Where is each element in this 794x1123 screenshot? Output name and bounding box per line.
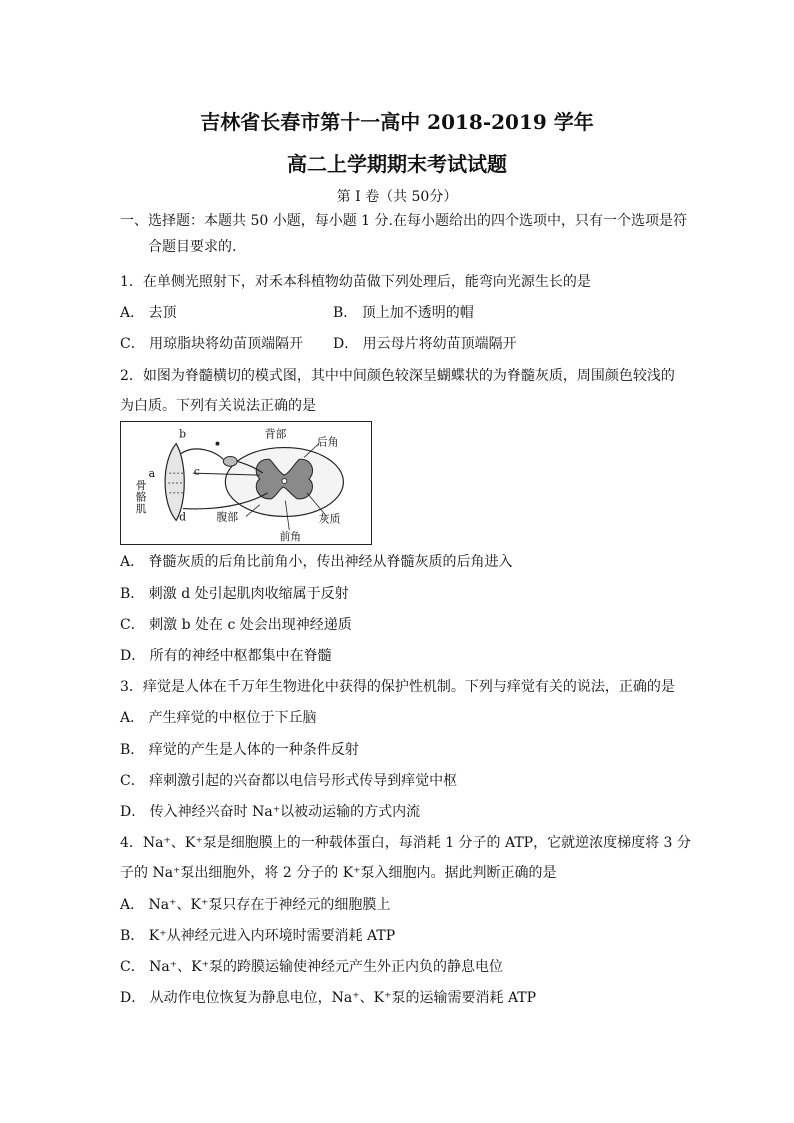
spinal-cord-svg <box>121 422 371 544</box>
spinal-cord-diagram <box>120 421 372 545</box>
q4-stem-line-1: 4．Na⁺、K⁺泵是细胞膜上的一种载体蛋白，每消耗 1 分子的 ATP，它就逆浓度梯度将 3 分 <box>120 835 691 851</box>
q2-option-d: D． 所有的神经中枢都集中在脊髓 <box>120 648 332 664</box>
receptor-dot <box>216 442 220 446</box>
central-canal <box>282 479 287 484</box>
afferent-nerve <box>181 449 223 459</box>
q3-option-c: C． 痒刺激引起的兴奋都以电信号形式传导到痒觉中枢 <box>120 773 458 789</box>
instructions-line-1: 一、选择题：本题共 50 小题，每小题 1 分.在每小题给出的四个选项中，只有一个选项是符 <box>120 213 687 229</box>
label-posterior-horn: 后角 <box>316 435 339 449</box>
q3-option-b: B． 痒觉的产生是人体的一种条件反射 <box>120 742 359 758</box>
label-a: a <box>148 467 156 481</box>
label-c: c <box>193 465 200 479</box>
label-gray: 灰质 <box>318 512 341 526</box>
q4-option-a: A． Na⁺、K⁺泵只存在于神经元的细胞膜上 <box>120 897 391 913</box>
q4-option-b: B． K⁺从神经元进入内环境时需要消耗 ATP <box>120 928 396 944</box>
q2-option-a: A． 脊髓灰质的后角比前角小，传出神经从脊髓灰质的后角进入 <box>120 554 513 570</box>
q4-option-d: D． 从动作电位恢复为静息电位，Na⁺、K⁺泵的运输需要消耗 ATP <box>120 990 537 1006</box>
label-b: b <box>179 427 187 441</box>
dorsal-root-ganglion <box>223 456 237 466</box>
label-muscle-2: 骼 <box>135 490 147 504</box>
q2-stem-line-2: 为白质。下列有关说法正确的是 <box>120 398 316 414</box>
q1-option-c: C． 用琼脂块将幼苗顶端隔开 <box>120 336 304 352</box>
q3-stem: 3．痒觉是人体在千万年生物进化中获得的保护性机制。下列与痒觉有关的说法，正确的是 <box>120 679 675 695</box>
label-muscle-1: 骨 <box>135 478 147 492</box>
title-line-1: 吉林省长春市第十一高中 2018-2019 学年 <box>200 110 594 134</box>
instructions-line-2: 合题目要求的. <box>148 239 237 255</box>
skeletal-muscle <box>165 444 187 524</box>
title-line-2: 高二上学期期末考试试题 <box>287 152 507 176</box>
label-anterior-horn: 前角 <box>279 530 302 544</box>
q4-stem-line-2: 子的 Na⁺泵出细胞外，将 2 分子的 K⁺泵入细胞内。据此判断正确的是 <box>120 865 557 881</box>
q4-option-c: C． Na⁺、K⁺泵的跨膜运输使神经元产生外正内负的静息电位 <box>120 959 503 975</box>
q3-option-d: D． 传入神经兴奋时 Na⁺以被动运输的方式内流 <box>120 804 421 820</box>
label-muscle-3: 肌 <box>135 502 147 516</box>
q1-option-d: D． 用云母片将幼苗顶端隔开 <box>333 336 517 352</box>
q2-option-b: B． 刺激 d 处引起肌肉收缩属于反射 <box>120 586 349 602</box>
q2-option-c: C． 刺激 b 处在 c 处会出现神经递质 <box>120 617 352 633</box>
q2-stem-line-1: 2．如图为脊髓横切的模式图，其中中间颜色较深呈蝴蝶状的为脊髓灰质，周围颜色较浅的 <box>120 368 675 384</box>
q1-option-a: A． 去顶 <box>120 305 177 321</box>
volume-heading: 第 I 卷（共 50分） <box>336 189 458 205</box>
label-ventral: 腹部 <box>216 510 239 524</box>
q3-option-a: A． 产生痒觉的中枢位于下丘脑 <box>120 710 317 726</box>
label-dorsal: 背部 <box>264 427 287 441</box>
label-d: d <box>179 510 187 524</box>
q1-option-b: B． 顶上加不透明的帽 <box>333 305 474 321</box>
q1-stem: 1．在单侧光照射下，对禾本科植物幼苗做下列处理后，能弯向光源生长的是 <box>120 274 591 290</box>
